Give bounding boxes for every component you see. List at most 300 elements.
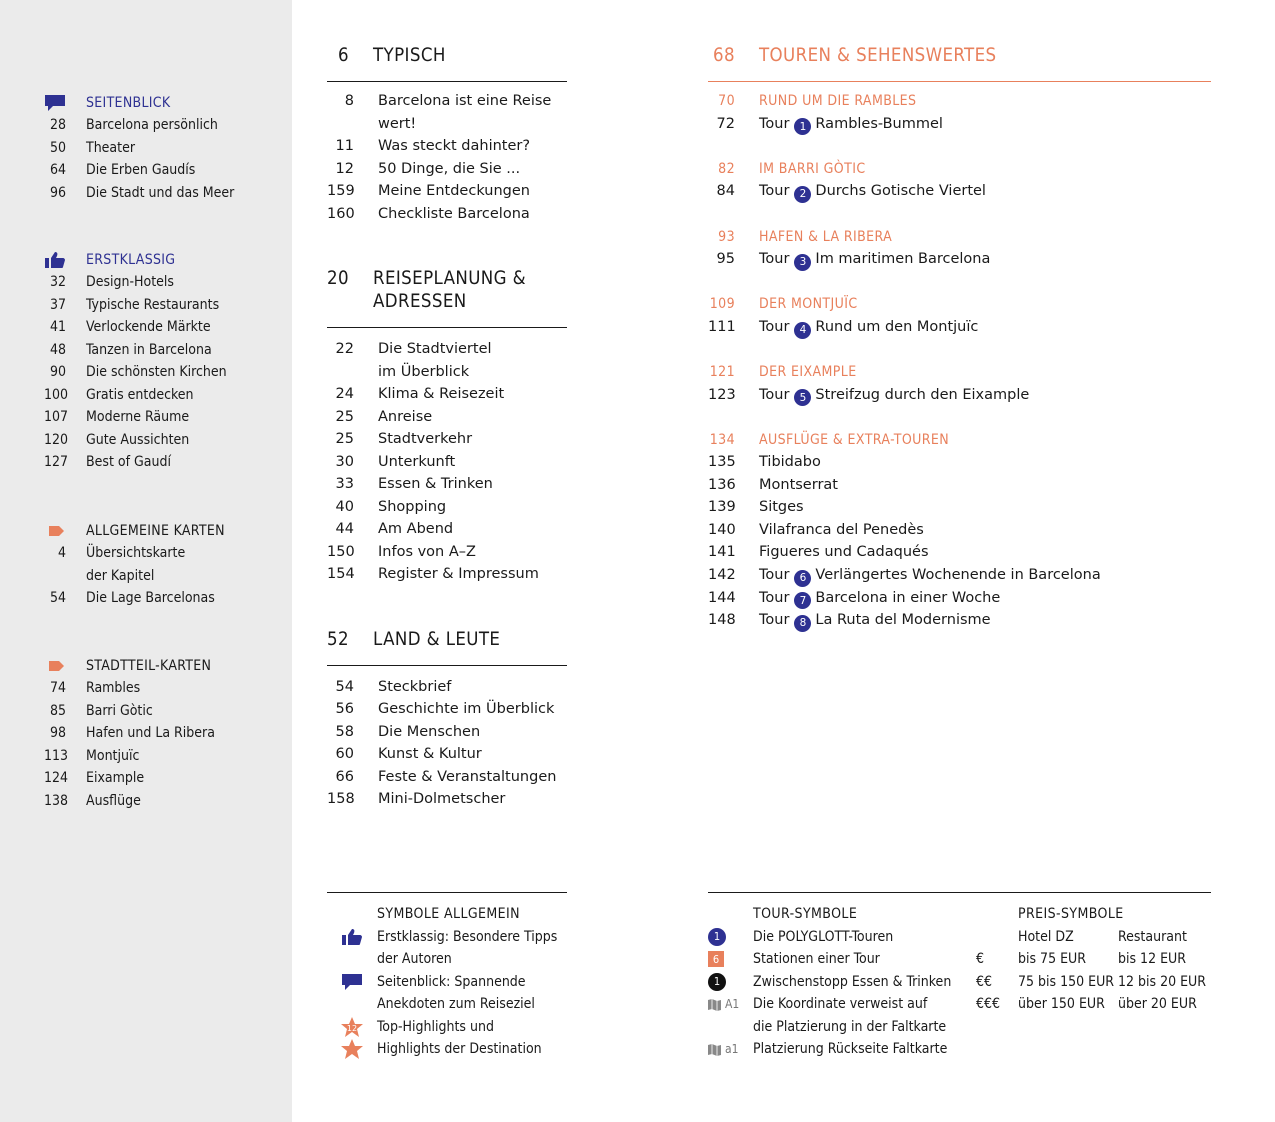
page-number: 56 — [335, 701, 354, 717]
toc-entry[interactable] — [708, 587, 1211, 610]
entry-label: Die Stadt und das Meer — [86, 184, 235, 201]
section-title[interactable]: SEITENBLICK — [86, 95, 171, 111]
toc-entry[interactable] — [327, 180, 567, 203]
page-number: 48 — [49, 341, 66, 358]
legend-line — [327, 926, 567, 949]
entry-label: Anreise — [378, 408, 433, 425]
page-number: 144 — [708, 589, 736, 606]
price-row — [976, 948, 1211, 971]
page-number: 134 — [709, 431, 735, 448]
entry-label: Unterkunft — [378, 453, 456, 470]
entry-label: Theater — [86, 139, 136, 156]
entry-label — [759, 316, 978, 339]
section-title: TYPISCH — [373, 45, 446, 66]
legend-line — [327, 971, 567, 994]
map-ref-icon — [708, 1042, 753, 1056]
thumbs-up-icon — [327, 928, 377, 946]
entry-label: Vilafranca del Penedès — [759, 521, 924, 538]
toc-entry[interactable] — [708, 248, 1211, 271]
toc-entry[interactable] — [708, 496, 1211, 519]
toc-entry[interactable] — [44, 316, 284, 339]
page-number: 158 — [327, 791, 355, 807]
entry-label: der Kapitel — [86, 567, 155, 584]
entry-label: Steckbrief — [378, 678, 452, 695]
entry-label: im Überblick — [378, 363, 470, 380]
page-number: 160 — [327, 205, 355, 222]
legend-title: PREIS-SYMBOLE — [1018, 906, 1124, 923]
price-col-hotel: Hotel DZ — [1018, 928, 1074, 945]
tour-word: Tour — [759, 612, 790, 629]
price-hotel: 75 bis 150 EUR — [1018, 973, 1115, 990]
highlight-star-icon — [327, 1038, 377, 1060]
page-number: 159 — [327, 183, 355, 199]
toc-entry[interactable] — [44, 294, 284, 317]
toc-entry[interactable] — [327, 541, 567, 564]
tour-name: Rund um den Montjuïc — [815, 318, 979, 335]
legend-divider — [708, 892, 1211, 893]
entry-label: Verlockende Märkte — [86, 319, 211, 336]
tour-number-badge: 1 — [794, 118, 811, 135]
page-number: 135 — [708, 454, 736, 471]
legend-line — [327, 948, 567, 971]
map-ref-icon — [708, 997, 753, 1011]
entry-label: Infos von A–Z — [378, 543, 476, 560]
toc-entry[interactable] — [327, 451, 567, 474]
price-row — [976, 971, 1211, 994]
toc-entry[interactable] — [708, 451, 1211, 474]
price-symbol: €€ — [976, 973, 993, 990]
tour-number-badge: 3 — [794, 254, 811, 271]
subsection-heading[interactable] — [708, 158, 1211, 181]
toc-entry[interactable] — [327, 113, 567, 136]
entry-label: 50 Dinge, die Sie ... — [378, 160, 521, 177]
entry-label: Klima & Reisezeit — [378, 386, 505, 402]
entry-label: Am Abend — [378, 521, 454, 537]
legend-text: Erstklassig: Besondere Tipps — [377, 928, 558, 945]
tour-name: Verlängertes Wochenende in Barcelona — [815, 566, 1101, 583]
page-number: 154 — [327, 566, 355, 582]
entry-label: Feste & Veranstaltungen — [378, 768, 557, 785]
price-col-restaurant: Restaurant — [1118, 928, 1187, 945]
price-row — [976, 993, 1211, 1016]
entry-label: Shopping — [378, 498, 447, 515]
price-header-row — [976, 926, 1211, 949]
tour-name: Streifzug durch den Eixample — [815, 386, 1030, 403]
sidebar — [0, 0, 292, 1122]
page-number: 90 — [49, 364, 66, 381]
page-number: 113 — [44, 747, 69, 764]
page-number: 74 — [49, 680, 66, 697]
legend-line — [708, 948, 978, 971]
legend-line — [708, 1016, 978, 1039]
legend-heading — [708, 903, 978, 926]
toc-entry[interactable] — [327, 383, 567, 406]
toc-entry[interactable] — [44, 542, 284, 565]
legend-line — [708, 993, 978, 1016]
toc-entry[interactable] — [44, 339, 284, 362]
toc-entry[interactable] — [44, 700, 284, 723]
tour-number-badge: 5 — [794, 389, 811, 406]
section-divider — [327, 81, 567, 82]
tour-word: Tour — [759, 251, 790, 267]
entry-label: Barcelona persönlich — [86, 117, 218, 134]
toc-entry[interactable] — [44, 114, 284, 137]
thumbs-up-icon — [44, 251, 66, 269]
toc-entry[interactable] — [708, 113, 1211, 136]
tour-name: Barcelona in einer Woche — [815, 589, 1001, 606]
toc-entry[interactable] — [327, 743, 567, 766]
entry-label: Gute Aussichten — [86, 431, 190, 448]
entry-label: Essen & Trinken — [378, 476, 493, 492]
page-number: 60 — [335, 746, 354, 762]
tour-station-icon: 6 — [708, 951, 753, 967]
entry-label: Die Erben Gaudís — [86, 162, 196, 179]
price-hotel: über 150 EUR — [1018, 996, 1105, 1013]
toc-entry[interactable] — [708, 564, 1211, 587]
entry-label — [759, 180, 986, 203]
page-number: 32 — [49, 274, 66, 291]
toc-entry[interactable] — [44, 587, 284, 610]
entry-label: Checkliste Barcelona — [378, 205, 530, 222]
toc-entry[interactable] — [44, 790, 284, 813]
toc-entry[interactable] — [708, 180, 1211, 203]
section-heading-reiseplanung[interactable] — [322, 267, 567, 313]
tour-word: Tour — [759, 183, 790, 200]
toc-entry[interactable] — [44, 745, 284, 768]
speech-bubble-icon — [327, 973, 377, 991]
page-number: 41 — [49, 319, 66, 336]
title-line: ADRESSEN — [373, 291, 467, 312]
page-number: 20 — [327, 268, 349, 289]
toc-entry[interactable] — [327, 203, 567, 226]
legend-line — [708, 1038, 978, 1061]
entry-label: Montjuïc — [86, 747, 140, 764]
toc-entry[interactable] — [708, 609, 1211, 632]
page-number: 8 — [344, 93, 354, 109]
legend-tour-symbols — [708, 903, 978, 1061]
toc-entry[interactable] — [44, 384, 284, 407]
entry-label: Barcelona ist eine Reise — [378, 93, 552, 109]
food-stop-icon: 1 — [708, 973, 753, 991]
sidebar-section-erstklassig — [44, 249, 284, 474]
subsection-title: AUSFLÜGE & EXTRA-TOUREN — [759, 431, 950, 448]
page-number: 50 — [49, 139, 66, 156]
entry-label: Best of Gaudí — [86, 454, 171, 471]
star-badge-number: 12 — [346, 1023, 358, 1033]
legend-text: Top-Highlights und — [377, 1018, 494, 1035]
section-heading — [44, 249, 284, 271]
toc-entry[interactable] — [44, 159, 284, 182]
entry-label: Tanzen in Barcelona — [86, 341, 212, 358]
toc-entry[interactable] — [327, 766, 567, 789]
entry-label: Moderne Räume — [86, 409, 190, 426]
legend-text: Seitenblick: Spannende — [377, 973, 526, 990]
page-number: 4 — [57, 545, 66, 562]
entry-label: Ausflüge — [86, 792, 141, 809]
page-number: 124 — [44, 770, 69, 787]
page-number: 111 — [708, 318, 736, 335]
page-number: 139 — [708, 499, 736, 516]
tour-number-badge: 7 — [794, 592, 811, 609]
page-number: 123 — [708, 386, 736, 403]
page-number: 93 — [718, 228, 735, 245]
toc-entry[interactable] — [327, 518, 567, 541]
legend-line — [708, 971, 978, 994]
tour-word: Tour — [759, 589, 790, 606]
subsection-title: HAFEN & LA RIBERA — [759, 228, 893, 245]
page-number: 66 — [335, 768, 354, 785]
page-number: 121 — [709, 364, 735, 380]
sidebar-section-stadtteil-karten — [44, 655, 284, 812]
entry-label: Übersichtskarte — [86, 545, 186, 562]
tour-number-badge: 8 — [794, 615, 811, 632]
legend-price-symbols — [976, 903, 1211, 1016]
page-number: 30 — [335, 453, 354, 470]
map-ref-code: A1 — [725, 997, 740, 1012]
legend-text: Stationen einer Tour — [753, 951, 880, 968]
section-heading-land-leute[interactable] — [322, 628, 567, 651]
section-heading-typisch[interactable] — [322, 44, 567, 67]
toc-entry[interactable] — [44, 137, 284, 160]
toc-entry[interactable] — [708, 541, 1211, 564]
legend-line — [327, 1016, 567, 1039]
entry-label: Rambles — [86, 680, 141, 697]
tour-word: Tour — [759, 386, 790, 403]
legend-text: Die Koordinate verweist auf — [753, 996, 928, 1013]
page-number: 85 — [49, 702, 66, 719]
toc-entry[interactable] — [708, 316, 1211, 339]
legend-general-symbols — [327, 892, 567, 1061]
page-number: 109 — [709, 296, 735, 313]
toc-entry[interactable] — [44, 406, 284, 429]
tour-number-badge: 6 — [794, 570, 811, 587]
entry-label: Sitges — [759, 499, 804, 516]
toc-entry[interactable] — [327, 135, 567, 158]
page-number: 72 — [716, 115, 735, 132]
page-number: 64 — [49, 162, 66, 179]
entry-label: Register & Impressum — [378, 566, 539, 582]
legend-text: Platzierung Rückseite Faltkarte — [753, 1041, 948, 1058]
legend-title: SYMBOLE ALLGEMEIN — [377, 906, 520, 923]
page-number: 96 — [49, 184, 66, 201]
page-number — [327, 113, 354, 136]
subsection-title: IM BARRI GÒTIC — [759, 160, 866, 177]
tour-word: Tour — [759, 115, 790, 132]
page-number: 150 — [327, 543, 355, 560]
toc-entry[interactable] — [327, 563, 567, 586]
section-divider — [327, 327, 567, 328]
entry-label — [759, 384, 1029, 407]
tour-word: Tour — [759, 318, 790, 335]
map-ref-code: a1 — [725, 1042, 739, 1057]
section-divider — [708, 81, 1211, 82]
page-number: 54 — [335, 678, 354, 695]
section-title[interactable]: STADTTEIL-KARTEN — [86, 658, 212, 674]
page-number: 28 — [49, 117, 66, 134]
toc-entry[interactable] — [327, 676, 567, 699]
page-number: 24 — [335, 386, 354, 402]
entry-label: Tibidabo — [759, 454, 821, 471]
page-number: 84 — [716, 183, 735, 200]
tour-name: La Ruta del Modernisme — [815, 612, 991, 629]
subsection-heading[interactable] — [708, 429, 1211, 452]
toc-entry[interactable] — [44, 429, 284, 452]
page-number: 25 — [335, 431, 354, 447]
toc-entry[interactable] — [44, 361, 284, 384]
toc-entry[interactable] — [44, 451, 284, 474]
entry-label: Kunst & Kultur — [378, 746, 482, 762]
price-symbol: € — [976, 951, 985, 968]
entry-label: Die schönsten Kirchen — [86, 364, 227, 381]
toc-entry[interactable] — [327, 406, 567, 429]
page-number: 6 — [338, 45, 349, 66]
entry-label: Was steckt dahinter? — [378, 138, 531, 154]
page-number: 95 — [716, 251, 735, 267]
toc-entry[interactable] — [327, 428, 567, 451]
entry-label — [759, 564, 1101, 587]
toc-entry[interactable] — [327, 721, 567, 744]
legend-text: Anekdoten zum Reiseziel — [377, 996, 535, 1013]
page-number: 44 — [335, 521, 354, 537]
page-number: 25 — [335, 408, 354, 425]
section-title: LAND & LEUTE — [373, 628, 501, 650]
subsection-title: DER EIXAMPLE — [759, 364, 857, 380]
price-restaurant: 12 bis 20 EUR — [1118, 973, 1207, 990]
page-number: 82 — [718, 160, 735, 177]
entry-label: Barri Gòtic — [86, 702, 153, 719]
section-title[interactable]: ALLGEMEINE KARTEN — [86, 523, 225, 539]
entry-label: Figueres und Cadaqués — [759, 544, 929, 561]
page-number: 22 — [335, 341, 354, 357]
legend-text: Die POLYGLOTT-Touren — [753, 928, 894, 945]
tour-number-badge: 2 — [794, 186, 811, 203]
section-heading-touren[interactable] — [708, 44, 1211, 67]
page-number: 127 — [44, 454, 69, 471]
middle-column — [327, 44, 567, 811]
right-column — [708, 44, 1211, 632]
tour-number-badge: 4 — [794, 322, 811, 339]
page-number: 11 — [335, 138, 354, 154]
top-highlight-star-icon — [327, 1016, 377, 1038]
tour-word: Tour — [759, 566, 790, 583]
toc-entry[interactable] — [327, 788, 567, 811]
tour-name: Durchs Gotische Viertel — [815, 183, 986, 200]
speech-bubble-icon — [44, 94, 66, 112]
price-restaurant: über 20 EUR — [1118, 996, 1197, 1013]
entry-label: Eixample — [86, 770, 145, 787]
entry-label: Mini-Dolmetscher — [378, 791, 506, 807]
legend-line — [708, 926, 978, 949]
entry-label: Gratis entdecken — [86, 386, 194, 403]
page-number: 142 — [708, 566, 736, 583]
page-number: 138 — [44, 792, 69, 809]
legend-heading — [976, 903, 1211, 926]
legend-line — [327, 993, 567, 1016]
page-number: 120 — [44, 431, 69, 448]
price-symbol: €€€ — [976, 996, 1001, 1013]
toc-entry[interactable] — [44, 271, 284, 294]
subsection-heading[interactable] — [708, 293, 1211, 316]
entry-label: Die Stadtviertel — [378, 341, 492, 357]
page-number: 100 — [44, 386, 69, 403]
entry-label — [759, 248, 990, 271]
toc-entry[interactable] — [327, 158, 567, 181]
toc-entry[interactable] — [44, 767, 284, 790]
entry-label: Die Lage Barcelonas — [86, 590, 215, 607]
tour-name: Rambles-Bummel — [815, 115, 943, 132]
subsection-heading[interactable] — [708, 90, 1211, 113]
map-tag-icon — [44, 657, 66, 675]
page-number: 68 — [713, 45, 735, 66]
toc-entry[interactable] — [327, 90, 567, 113]
legend-divider — [327, 892, 567, 893]
toc-entry[interactable] — [708, 384, 1211, 407]
toc-entry[interactable] — [44, 565, 284, 588]
toc-entry[interactable] — [327, 496, 567, 519]
toc-entry[interactable] — [327, 338, 567, 361]
legend-text: die Platzierung in der Faltkarte — [753, 1018, 947, 1035]
subsection-title: RUND UM DIE RAMBLES — [759, 93, 917, 109]
page-number: 141 — [708, 544, 736, 561]
toc-entry[interactable] — [327, 473, 567, 496]
page-number: 54 — [49, 590, 66, 607]
entry-label: Hafen und La Ribera — [86, 725, 215, 742]
page-number: 52 — [327, 628, 349, 650]
entry-label: Die Menschen — [378, 723, 481, 740]
toc-entry[interactable] — [44, 722, 284, 745]
page-number — [327, 361, 354, 384]
page-number: 58 — [335, 723, 354, 740]
legend-title: TOUR-SYMBOLE — [753, 906, 858, 923]
section-title[interactable]: ERSTKLASSIG — [86, 252, 176, 268]
section-heading — [44, 655, 284, 677]
subsection-heading[interactable] — [708, 226, 1211, 249]
sidebar-section-allgemeine-karten — [44, 520, 284, 610]
page-number: 37 — [49, 296, 66, 313]
toc-entry[interactable] — [327, 361, 567, 384]
legend-line — [327, 1038, 567, 1061]
price-hotel: bis 75 EUR — [1018, 951, 1087, 968]
subsection-heading[interactable] — [708, 361, 1211, 384]
toc-entry[interactable] — [44, 182, 284, 205]
section-title: TOUREN & SEHENSWERTES — [759, 45, 997, 66]
toc-entry[interactable] — [44, 677, 284, 700]
sidebar-section-seitenblick — [44, 92, 284, 204]
section-title — [373, 267, 526, 313]
toc-entry[interactable] — [327, 698, 567, 721]
entry-label: Montserrat — [759, 476, 838, 493]
toc-entry[interactable] — [708, 474, 1211, 497]
page-number: 33 — [335, 476, 354, 492]
page-number: 107 — [44, 409, 69, 426]
title-line: REISEPLANUNG & — [373, 268, 527, 289]
toc-entry[interactable] — [708, 519, 1211, 542]
section-heading — [44, 520, 284, 542]
page-number: 98 — [49, 725, 66, 742]
entry-label: Stadtverkehr — [378, 431, 473, 447]
section-divider — [327, 665, 567, 666]
page-number: 70 — [718, 93, 735, 109]
subsection-title: DER MONTJUÏC — [759, 296, 858, 313]
entry-label — [759, 587, 1000, 610]
page-number: 148 — [708, 612, 736, 629]
entry-label: wert! — [378, 115, 417, 132]
entry-label: Geschichte im Überblick — [378, 701, 555, 717]
price-restaurant: bis 12 EUR — [1118, 951, 1187, 968]
entry-label: Meine Entdeckungen — [378, 183, 530, 199]
tour-badge-icon: 1 — [708, 928, 753, 946]
page-number: 12 — [335, 160, 354, 177]
